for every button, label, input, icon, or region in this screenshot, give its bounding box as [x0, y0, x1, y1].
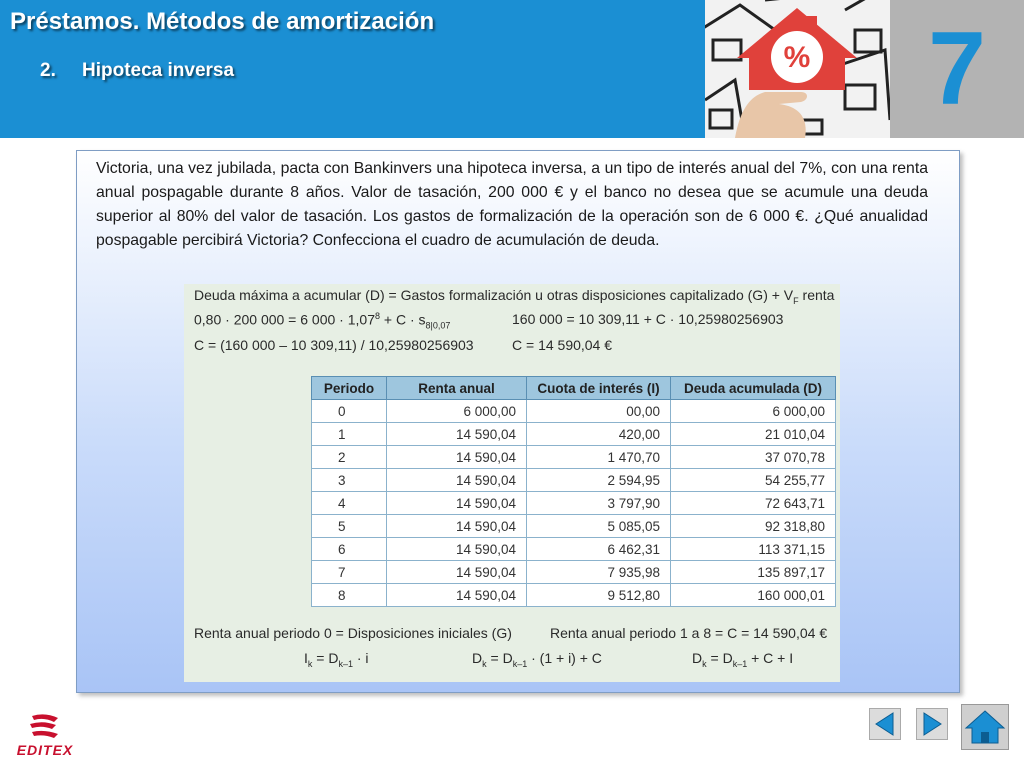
table-row: [312, 423, 836, 446]
house-percent-illustration: [705, 0, 890, 138]
table-row: [312, 492, 836, 515]
column-header: Periodo: [312, 377, 387, 400]
interest-formula: [304, 650, 369, 669]
table-cell: 14 590,04: [387, 446, 527, 469]
table-cell: 14 590,04: [387, 561, 527, 584]
table-cell: 6: [312, 538, 387, 561]
equation-2: 160 000 = 10 309,11 + C · 10,25980256903: [512, 311, 784, 327]
eq1-exponent: 8: [374, 311, 380, 321]
table-cell: 37 070,78: [671, 446, 836, 469]
table-cell: 2: [312, 446, 387, 469]
table-row: [312, 561, 836, 584]
table-cell: 00,00: [527, 400, 671, 423]
max-debt-text: Deuda máxima a acumular (D) = Gastos formalización u otras disposiciones capitalizado (G) + V: [194, 287, 794, 303]
table-cell: 8: [312, 584, 387, 607]
table-cell: 92 318,80: [671, 515, 836, 538]
section-number: 2.: [40, 60, 56, 81]
equation-4: C = 14 590,04 €: [512, 337, 613, 353]
table-cell: 0: [312, 400, 387, 423]
table-cell: 3 797,90: [527, 492, 671, 515]
solution-figure: [184, 284, 840, 682]
equation-1: [194, 311, 450, 330]
formula-d1-sub: k: [482, 658, 487, 669]
table-row: [312, 515, 836, 538]
arrow-left-icon: [870, 709, 900, 739]
header-bar: [0, 0, 705, 138]
table-cell: 135 897,17: [671, 561, 836, 584]
formula-d2-sub2: k–1: [732, 658, 748, 669]
table-cell: 6 000,00: [671, 400, 836, 423]
table-cell: 14 590,04: [387, 584, 527, 607]
table-cell: 14 590,04: [387, 515, 527, 538]
editex-mark-icon: [10, 712, 80, 742]
table-header-row: [312, 377, 836, 400]
equation-3: C = (160 000 – 10 309,11) / 10,25980256903: [194, 337, 474, 353]
formula-d1-symbol: D: [472, 650, 483, 666]
debt-formula-2: [692, 650, 793, 669]
table-cell: 1 470,70: [527, 446, 671, 469]
next-slide-button[interactable]: [916, 708, 948, 740]
eq1-text: 0,80 · 200 000 = 6 000 · 1,07: [194, 311, 375, 328]
home-button[interactable]: [961, 704, 1009, 750]
percent-symbol: %: [783, 41, 811, 74]
table-cell: 9 512,80: [527, 584, 671, 607]
table-cell: 7: [312, 561, 387, 584]
table-cell: 4: [312, 492, 387, 515]
formula-i-sub: k: [307, 658, 313, 669]
initial-disbursement-note: Renta anual periodo 0 = Disposiciones iniciales (G): [194, 625, 512, 641]
table-row: [312, 400, 836, 423]
formula-d1-mid: = D: [486, 650, 513, 666]
formula-i-end: · i: [352, 650, 369, 666]
max-debt-end: renta: [798, 287, 835, 303]
eq1-subscript: 8|0,07: [425, 320, 451, 331]
editex-logo: [10, 712, 80, 760]
hero-image: [705, 0, 890, 138]
formula-d2-symbol: D: [692, 650, 703, 666]
table-cell: 72 643,71: [671, 492, 836, 515]
table-cell: 1: [312, 423, 387, 446]
column-header: Cuota de interés (I): [527, 377, 671, 400]
previous-slide-button[interactable]: [869, 708, 901, 740]
table-cell: 14 590,04: [387, 538, 527, 561]
home-icon: [962, 705, 1008, 749]
table-cell: 5 085,05: [527, 515, 671, 538]
column-header: Renta anual: [387, 377, 527, 400]
editex-wordmark: EDITEX: [16, 742, 74, 758]
table-cell: 2 594,95: [527, 469, 671, 492]
formula-i-symbol: I: [304, 650, 308, 666]
table-cell: 6 462,31: [527, 538, 671, 561]
table-cell: 5: [312, 515, 387, 538]
formula-i-sub2: k–1: [338, 658, 353, 669]
formula-d1-end: · (1 + i) + C: [527, 650, 602, 666]
chapter-badge: [890, 0, 1024, 138]
table-cell: 420,00: [527, 423, 671, 446]
table-cell: 7 935,98: [527, 561, 671, 584]
section-title: Hipoteca inversa: [82, 60, 235, 81]
formula-d2-end: + C + I: [747, 650, 794, 666]
formula-i-rest: = D: [312, 650, 339, 666]
table-cell: 54 255,77: [671, 469, 836, 492]
table-cell: 160 000,01: [671, 584, 836, 607]
formula-d1-sub2: k–1: [512, 658, 528, 669]
table-cell: 14 590,04: [387, 492, 527, 515]
max-debt-definition: [194, 287, 834, 306]
table-cell: 14 590,04: [387, 469, 527, 492]
annual-rent-note: Renta anual periodo 1 a 8 = C = 14 590,04 €: [550, 625, 828, 641]
formula-d2-sub: k: [702, 658, 707, 669]
formula-d2-mid: = D: [706, 650, 733, 666]
chapter-number: 7: [928, 11, 986, 127]
eq1-mid: + C · s: [380, 311, 426, 328]
debt-accumulation-table: [311, 376, 836, 607]
section-heading: [40, 60, 234, 82]
table-cell: 113 371,15: [671, 538, 836, 561]
problem-statement: Victoria, una vez jubilada, pacta con Bankinvers una hipoteca inversa, a un tipo de interés anual del 7%, con una renta anual pospagable durante 8 años. Valor de tasación, 200 000 € y el banco no desea que se acumule una deuda superior al 80% del valor de tasación. Los gastos de formalización de la operación son de 6 000 €. ¿Qué anualidad pospagable percibirá Victoria? Confecciona el cuadro de acumulación de deuda.: [96, 160, 928, 249]
table-row: [312, 538, 836, 561]
table-cell: 21 010,04: [671, 423, 836, 446]
table-cell: 14 590,04: [387, 423, 527, 446]
column-header: Deuda acumulada (D): [671, 377, 836, 400]
vf-subscript: F: [793, 295, 799, 306]
table-row: [312, 469, 836, 492]
debt-formula-1: [472, 650, 602, 669]
arrow-right-icon: [917, 709, 947, 739]
table-cell: 3: [312, 469, 387, 492]
table-cell: 6 000,00: [387, 400, 527, 423]
table-row: [312, 446, 836, 469]
table-row: [312, 584, 836, 607]
page-title: Préstamos. Métodos de amortización: [10, 8, 435, 35]
